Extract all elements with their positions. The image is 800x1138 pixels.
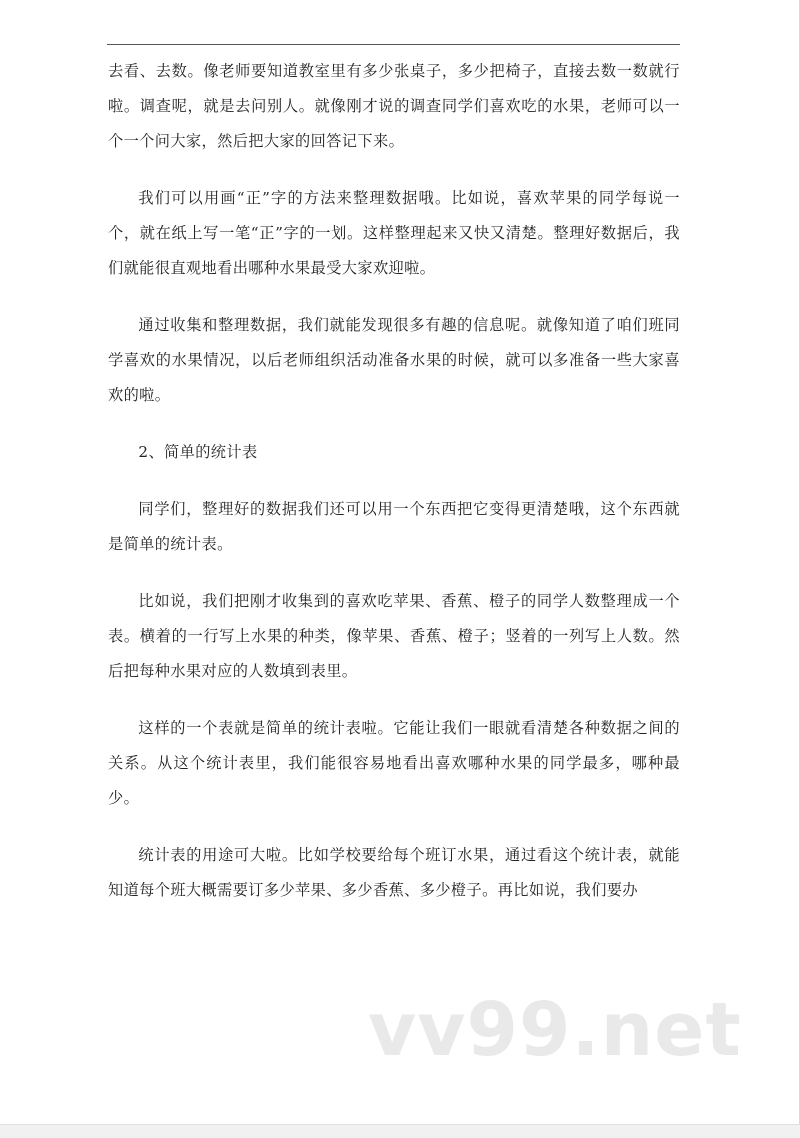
paragraph-5: 比如说，我们把刚才收集到的喜欢吃苹果、香蕉、橙子的同学人数整理成一个表。横着的一行写上水果的种类，像苹果、香蕉、橙子；竖着的一列写上人数。然后把每种水果对应的人数填到表里。 — [108, 592, 680, 680]
document-body — [108, 54, 680, 930]
paragraph-7: 统计表的用途可大啦。比如学校要给每个班订水果，通过看这个统计表，就能知道每个班大概需要订多少苹果、多少香蕉、多少橙子。再比如说，我们要办 — [108, 846, 680, 899]
paragraph-4: 同学们，整理好的数据我们还可以用一个东西把它变得更清楚哦，这个东西就是简单的统计表。 — [108, 500, 680, 553]
header-rule — [107, 44, 680, 45]
site-watermark: vv99.net — [368, 987, 742, 1073]
paragraph-3: 通过收集和整理数据，我们就能发现很多有趣的信息呢。就像知道了咱们班同学喜欢的水果情况，以后老师组织活动准备水果的时候，就可以多准备一些大家喜欢的啦。 — [108, 316, 680, 404]
paragraph-2: 我们可以用画“正”字的方法来整理数据哦。比如说，喜欢苹果的同学每说一个，就在纸上写一笔“正”字的一划。这样整理起来又快又清楚。整理好数据后，我们就能很直观地看出哪种水果最受大家欢迎啦。 — [108, 189, 680, 277]
bottom-scroll-strip — [0, 1124, 800, 1138]
paragraph-6: 这样的一个表就是简单的统计表啦。它能让我们一眼就看清楚各种数据之间的关系。从这个统计表里，我们能很容易地看出喜欢哪种水果的同学最多，哪种最少。 — [108, 719, 680, 807]
section-heading: 2、简单的统计表 — [138, 443, 258, 461]
paragraph-1: 去看、去数。像老师要知道教室里有多少张桌子，多少把椅子，直接去数一数就行啦。调查呢，就是去问别人。就像刚才说的调查同学们喜欢吃的水果，老师可以一个一个问大家，然后把大家的回答记下来。 — [108, 62, 680, 150]
